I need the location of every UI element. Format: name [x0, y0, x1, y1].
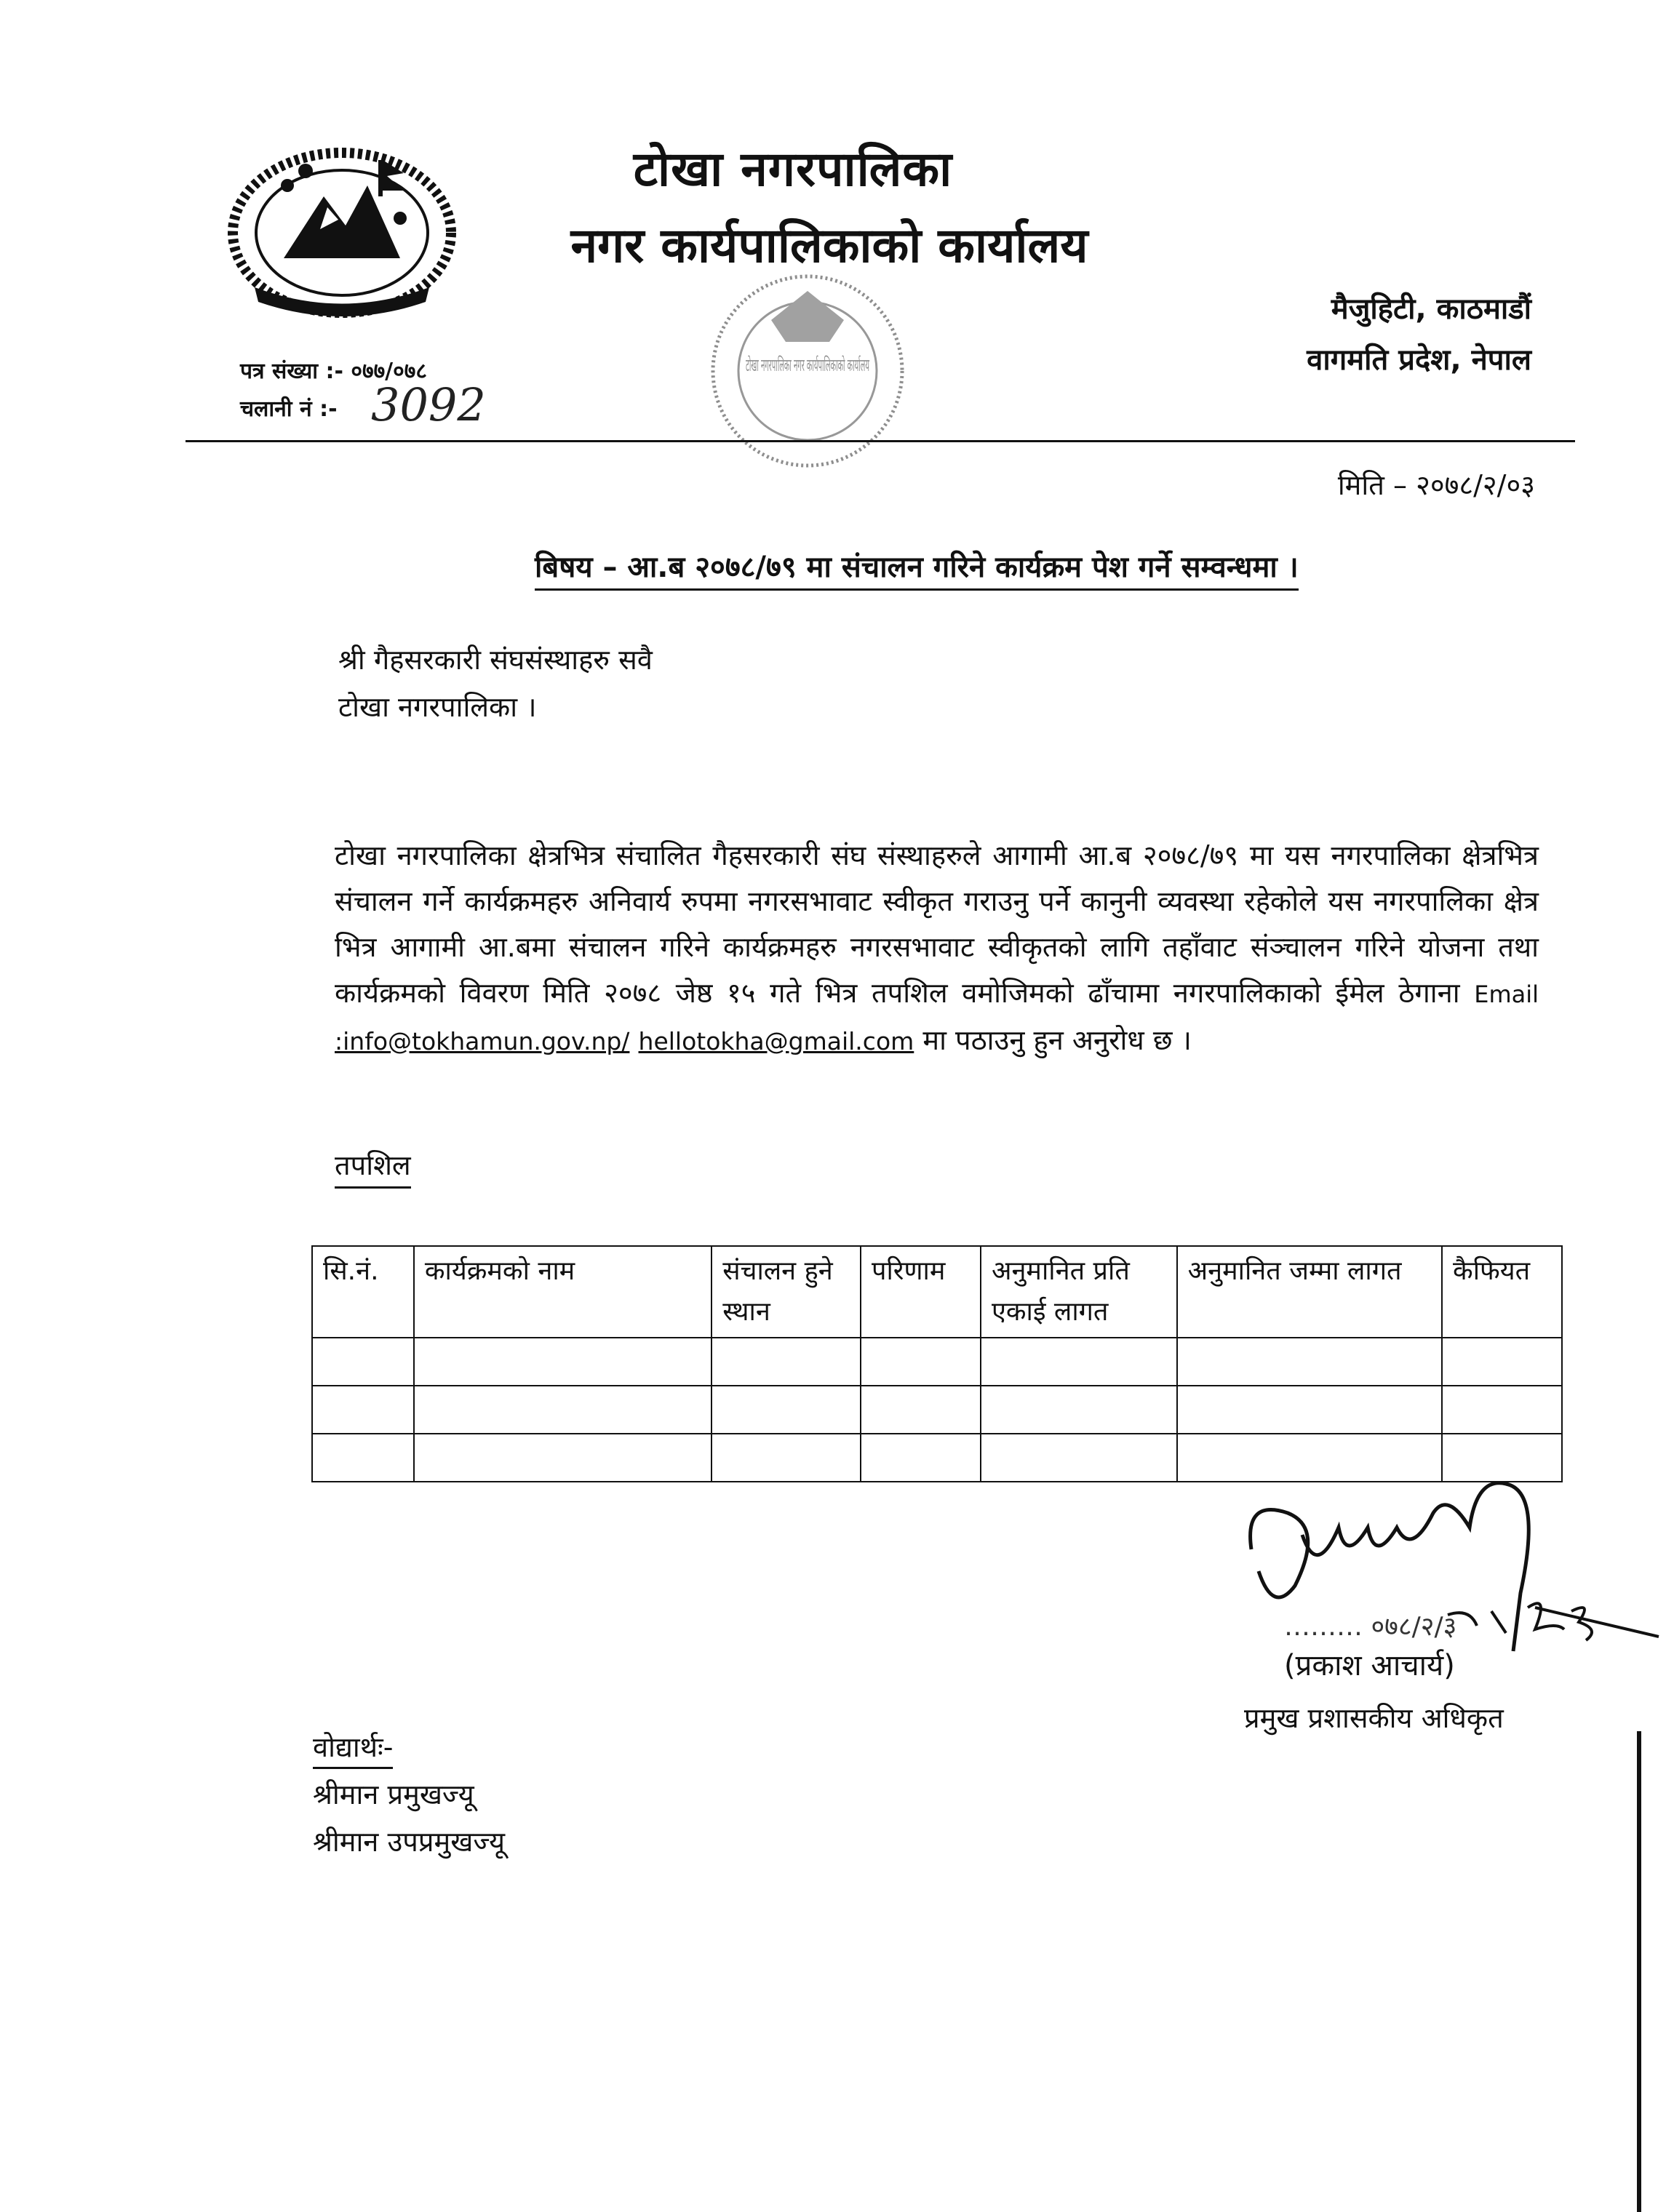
letter-body — [335, 833, 1539, 1064]
email-link-primary[interactable]: :info@tokhamun.gov.np/ — [335, 1027, 630, 1055]
table-header-cell: कार्यक्रमको नाम — [414, 1246, 712, 1338]
body-closing: मा पठाउनु हुन अनुरोध छ । — [922, 1024, 1192, 1056]
table-header-cell: परिणाम — [861, 1246, 981, 1338]
table-cell — [1442, 1386, 1562, 1434]
table-cell — [1177, 1434, 1442, 1482]
table-header-cell: सि.नं. — [312, 1246, 414, 1338]
cc-item: श्रीमान प्रमुखज्यू — [313, 1778, 474, 1810]
table-header-cell: संचालन हुने स्थान — [712, 1246, 861, 1338]
table-cell — [861, 1338, 981, 1386]
table-cell — [312, 1338, 414, 1386]
cc-item: श्रीमान उपप्रमुखज्यू — [313, 1826, 506, 1858]
table-row — [312, 1434, 1562, 1482]
table-header-cell: कैफियत — [1442, 1246, 1562, 1338]
body-text: टोखा नगरपालिका क्षेत्रभित्र संचालित गैहसरकारी संघ संस्थाहरुले आगामी आ.ब २०७८/७९ मा यस नगरपालिका क्षेत्रभित्र संचालन गर्ने कार्यक्रमहरु अनिवार्य रुपमा नगरसभावाट स्वीकृत गराउनु पर्ने कानुनी व्यवस्था रहेकोले यस नगरपालिका क्षेत्र भित्र आगामी आ.बमा संचालन गरिने कार्यक्रमहरु नगरसभावाट स्वीकृतको लागि तहाँवाट संञ्चालन गरिने योजना तथा कार्यक्रमको विवरण मिति २०७८ जेष्ठ १५ गते भित्र तपशिल वमोजिमको ढाँचामा नगरपालिकाको ईमेल ठेगाना — [335, 839, 1539, 1009]
schedule-label: तपशिल — [335, 1146, 411, 1189]
address-line-1: मैजुहिटी, काठमाडौं — [1331, 292, 1531, 326]
table-cell — [861, 1434, 981, 1482]
table-cell — [861, 1386, 981, 1434]
recipient-line-1: श्री गैहसरकारी संघसंस्थाहरु सवै — [338, 644, 653, 676]
address-line-2: वागमति प्रदेश, नेपाल — [1307, 343, 1531, 377]
table-header-cell: अनुमानित प्रति एकाई लागत — [981, 1246, 1177, 1338]
table-cell — [1442, 1338, 1562, 1386]
table-header-row — [312, 1246, 1562, 1338]
subject-line: बिषय – आ.ब २०७८/७९ मा संचालन गरिने कार्यक्रम पेश गर्ने सम्वन्धमा । — [535, 546, 1299, 591]
table-cell — [414, 1434, 712, 1482]
table-cell — [1442, 1434, 1562, 1482]
header-divider — [186, 440, 1575, 442]
scan-edge-line — [1637, 1731, 1641, 2212]
signatory-title: प्रमुख प्रशासकीय अधिकृत — [1244, 1702, 1504, 1734]
table-cell — [712, 1386, 861, 1434]
dispatch-label: चलानी नं :- — [240, 396, 338, 422]
signed-date: ……… ०७८/२/३ — [1284, 1612, 1457, 1642]
table-cell — [981, 1338, 1177, 1386]
signed-date-value: ०७८/२/३ — [1371, 1612, 1457, 1642]
letter-date: मिति – २०७८/२/०३ — [1337, 469, 1535, 501]
table-cell — [1177, 1338, 1442, 1386]
table-row — [312, 1338, 1562, 1386]
cc-heading: वोद्यार्थः- — [313, 1728, 393, 1769]
table-row — [312, 1386, 1562, 1434]
table-cell — [712, 1434, 861, 1482]
signatory-name: (प्रकाश आचार्य) — [1284, 1649, 1455, 1682]
table-cell — [312, 1434, 414, 1482]
nepal-emblem-icon — [218, 131, 466, 327]
office-name: टोखा नगरपालिका — [633, 141, 953, 197]
email-label: Email — [1474, 981, 1539, 1008]
reference-number: पत्र संख्या :- ०७७/०७८ — [240, 359, 427, 384]
email-link-secondary[interactable]: hellotokha@gmail.com — [638, 1027, 914, 1055]
dispatch-number: 3092 — [371, 378, 486, 431]
table-cell — [414, 1386, 712, 1434]
stamp-text: टोखा नगरपालिका नगर कार्यपालिकाको कार्यालय — [746, 355, 870, 375]
table-cell — [981, 1434, 1177, 1482]
office-subtitle: नगर कार्यपालिकाको कार्यालय — [570, 217, 1088, 273]
table-cell — [312, 1386, 414, 1434]
table-cell — [414, 1338, 712, 1386]
program-table — [311, 1245, 1563, 1482]
recipient-line-2: टोखा नगरपालिका । — [338, 691, 537, 723]
table-header-cell: अनुमानित जम्मा लागत — [1177, 1246, 1442, 1338]
table-cell — [712, 1338, 861, 1386]
table-cell — [981, 1386, 1177, 1434]
table-cell — [1177, 1386, 1442, 1434]
